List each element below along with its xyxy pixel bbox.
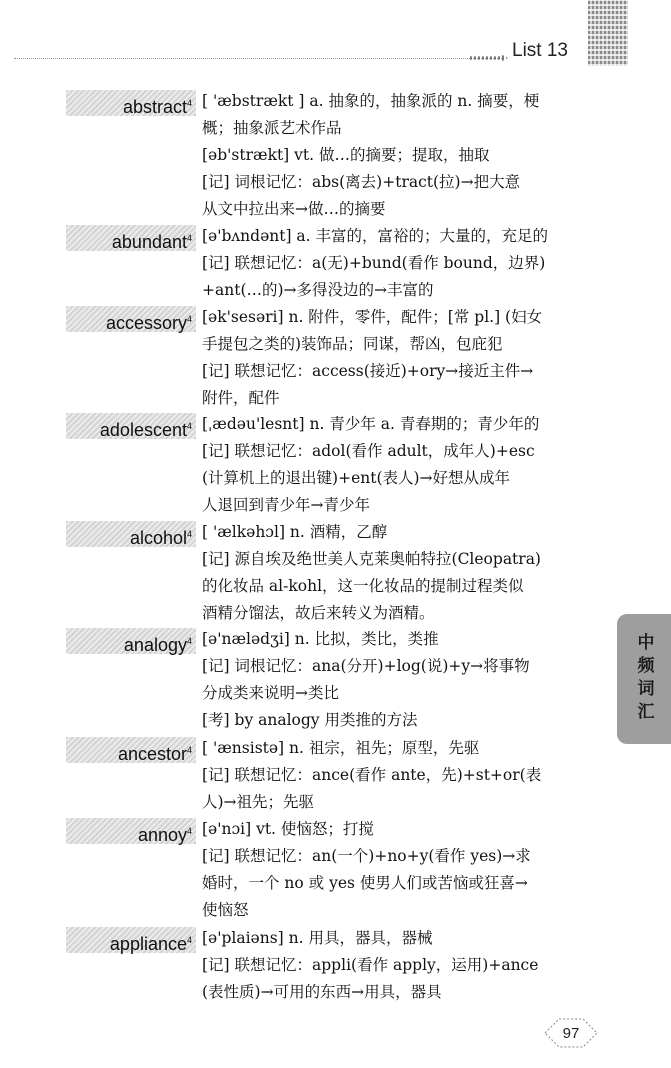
definition: [ə'plaiəns] n. 用具，器具，器械 [记] 联想记忆：appli(看作 apply，运用)+ance (表性质)→可用的东西→用具，器具 — [202, 929, 539, 1001]
definition: [ 'æbstrækt ] a. 抽象的，抽象派的 n. 摘要，梗 概；抽象派艺术作品 [əb'strækt] vt. 做…的摘要；提取，抽取 [记] 词根记忆：abs(离去)+tract(拉)→把大意 从文中拉出来→做…的摘要 — [202, 92, 540, 218]
headword: abstract$^4$ — [66, 90, 196, 116]
headword: alcohol$^4$ — [66, 521, 196, 547]
list-title: List 13 — [512, 40, 568, 61]
definition: [ə'nælədʒi] n. 比拟，类比，类推 [记] 词根记忆：ana(分开)+log(说)+y→将事物 分成类来说明→类比 [考] by analogy 用类推的方法 — [202, 630, 530, 729]
definition: [ 'ænsistə] n. 祖宗，祖先；原型，先驱 [记] 联想记忆：ance(看作 ante，先)+st+or(表 人)→祖先；先驱 — [202, 739, 542, 811]
header-rule — [14, 58, 504, 59]
section-tab-label: 中频词汇 — [633, 633, 654, 725]
definition: [ə'nɔi] vt. 使恼怒；打搅 [记] 联想记忆：an(一个)+no+y(看作 yes)→求 婚时，一个 no 或 yes 使男人们或苦恼或狂喜→ 使恼怒 — [202, 820, 531, 919]
headword: annoy$^4$ — [66, 818, 196, 844]
section-tab — [617, 614, 671, 744]
corner-decoration — [588, 0, 628, 66]
page-number: 97 — [543, 1016, 599, 1050]
headword: abundant$^4$ — [66, 225, 196, 251]
definition: [ək'sesəri] n. 附件，零件，配件；[常 pl.] (妇女 手提包之类的)装饰品；同谋，帮凶，包庇犯 [记] 联想记忆：access(接近)+ory→接近主件→ 附件，配件 — [202, 308, 543, 407]
definition: [ 'ælkəhɔl] n. 酒精，乙醇 [记] 源自埃及绝世美人克莱奥帕特拉(Cleopatra) 的化妆品 al-kohl，这一化妆品的提制过程类似 酒精分馏法，故后来转义为酒精。 — [202, 523, 541, 622]
headword: accessory$^4$ — [66, 306, 196, 332]
headword: ancestor$^4$ — [66, 737, 196, 763]
definition: [ə'bʌndənt] a. 丰富的，富裕的；大量的，充足的 [记] 联想记忆：a(无)+bund(看作 bound，边界) +ant(…的)→多得没边的→丰富的 — [202, 227, 549, 299]
headword: adolescent$^4$ — [66, 413, 196, 439]
headword: analogy$^4$ — [66, 628, 196, 654]
headword: appliance$^4$ — [66, 927, 196, 953]
definition: [ˌædəu'lesnt] n. 青少年 a. 青春期的；青少年的 [记] 联想记忆：adol(看作 adult，成年人)+esc (计算机上的退出键)+ent(表人)→好想从成年 人退回到青少年→青少年 — [202, 415, 540, 514]
arrow-icon — [470, 54, 508, 62]
